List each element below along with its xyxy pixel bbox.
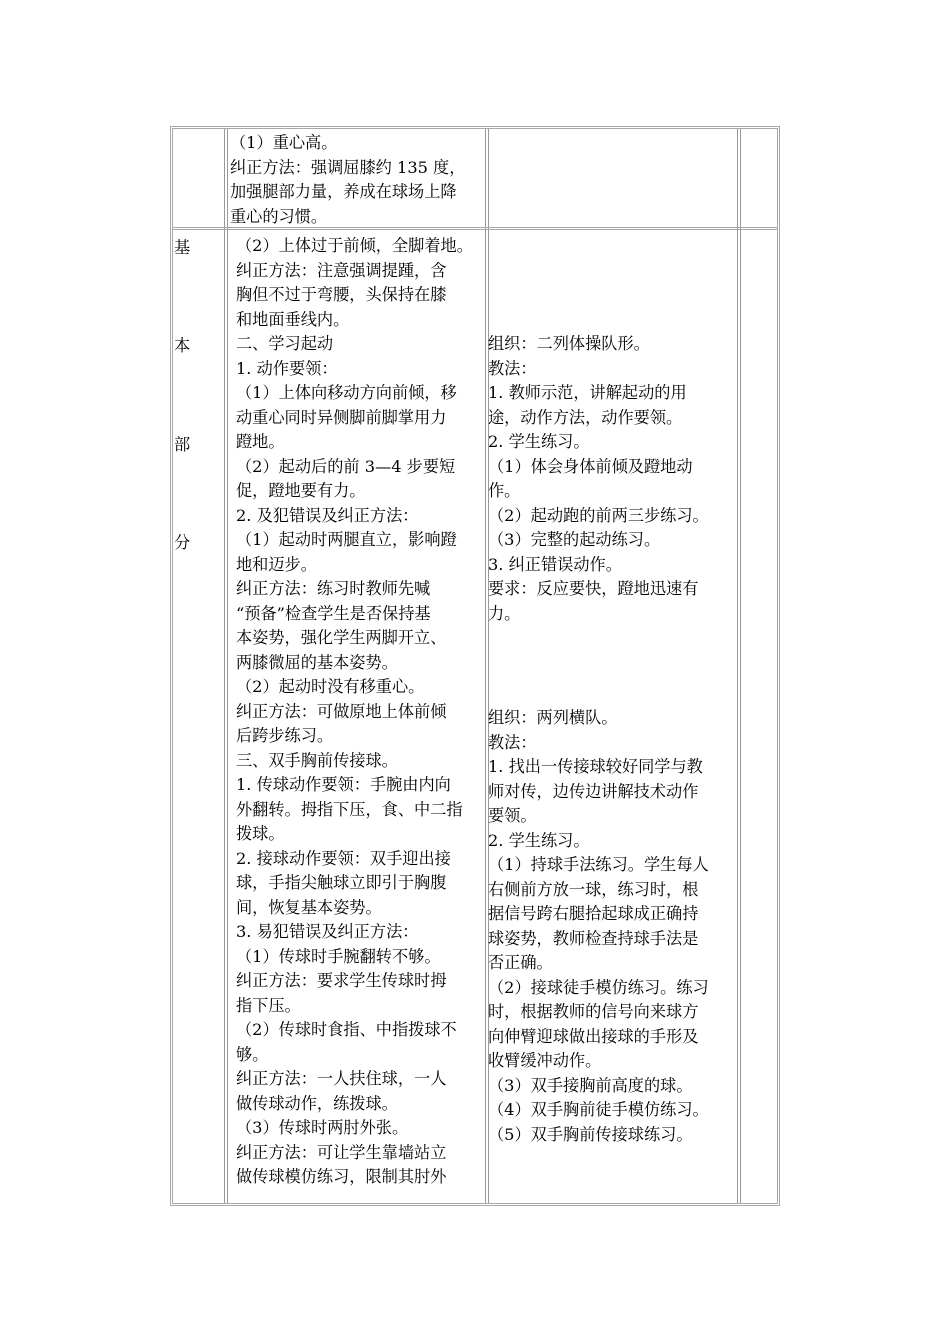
method-line: 据信号跨右腿拾起球成正确持 (488, 904, 699, 923)
content-line: （1）重心高。 (230, 133, 338, 152)
method-line: 要领。 (488, 806, 537, 825)
content-line: 两膝微屈的基本姿势。 (236, 652, 398, 672)
content-line: 纠正方法：可让学生靠墙站立 (236, 1142, 447, 1162)
content-line: 纠正方法：注意强调提踵，含 (236, 260, 447, 280)
content-line: （3）传球时两肘外张。 (236, 1118, 409, 1137)
method-line: （1）体会身体前倾及蹬地动 (488, 456, 693, 476)
content-line: （1）起动时两腿直立，影响蹬 (236, 530, 457, 549)
content-line: 间，恢复基本姿势。 (236, 897, 382, 917)
content-line: 本姿势，强化学生两脚开立、 (236, 628, 447, 647)
section-label-char: 部 (174, 435, 191, 454)
content-line: 纠正方法：强调屈膝约 135 度， (230, 157, 466, 177)
method-line: （2）起动跑的前两三步练习。 (488, 505, 709, 525)
method-block-start (488, 332, 709, 626)
method-line: 否正确。 (488, 953, 553, 972)
content-line: 球，手指尖触球立即引于胸腹 (236, 873, 447, 892)
method-line: （3）完整的起动练习。 (488, 530, 661, 549)
content-line: 促，蹬地要有力。 (236, 481, 366, 500)
content-line: 纠正方法：可做原地上体前倾 (236, 701, 447, 721)
column-divider (740, 129, 741, 1203)
lesson-plan-table (170, 126, 780, 1206)
content-line: 三、双手胸前传接球。 (236, 750, 398, 770)
content-line: 拨球。 (236, 824, 285, 843)
content-line: 2. 及犯错误及纠正方法： (236, 505, 419, 525)
content-line: 加强腿部力量，养成在球场上降 (230, 182, 457, 201)
method-line: 师对传，边传边讲解技术动作 (488, 781, 699, 801)
column-divider (737, 129, 738, 1203)
content-line: 地和迈步。 (236, 554, 317, 574)
column-divider (485, 129, 486, 1203)
row1-content-cell (230, 131, 465, 229)
method-line: 3. 纠正错误动作。 (488, 554, 622, 574)
content-line: 做传球动作，练拨球。 (236, 1093, 398, 1113)
content-line: 1. 动作要领： (236, 358, 338, 378)
method-line: 组织：两列横队。 (488, 708, 618, 727)
content-line: （2）传球时食指、中指拨球不 (236, 1020, 457, 1039)
content-line: 重心的习惯。 (230, 206, 328, 226)
method-line: （5）双手胸前传接球练习。 (488, 1124, 693, 1144)
method-line: 1. 找出一传接球较好同学与教 (488, 757, 703, 776)
content-line: （2）起动时没有移重心。 (236, 677, 425, 696)
method-block-passing (488, 706, 709, 1147)
method-line: 向伸臂迎球做出接球的手形及 (488, 1026, 699, 1046)
method-line: （1）持球手法练习。学生每人 (488, 855, 709, 874)
method-line: 1. 教师示范，讲解起动的用 (488, 383, 687, 402)
content-line: 外翻转。拇指下压，食、中二指 (236, 799, 463, 819)
method-line: 途，动作方法，动作要领。 (488, 407, 683, 427)
method-line: 力。 (488, 603, 521, 623)
method-line: 教法： (488, 358, 537, 378)
content-line: 够。 (236, 1044, 269, 1064)
method-line: 右侧前方放一球，练习时，根 (488, 879, 699, 899)
content-line: 胸但不过于弯腰，头保持在膝 (236, 285, 447, 304)
content-line: 蹬地。 (236, 432, 285, 451)
content-line: 做传球模仿练习，限制其肘外 (236, 1167, 447, 1186)
content-line: 纠正方法：要求学生传球时拇 (236, 971, 447, 990)
method-line: （4）双手胸前徒手模仿练习。 (488, 1100, 709, 1119)
method-line: 时，根据教师的信号向来球方 (488, 1002, 699, 1021)
section-label-char: 本 (174, 336, 191, 355)
method-line: 收臂缓冲动作。 (488, 1051, 602, 1070)
method-line: （3）双手接胸前高度的球。 (488, 1075, 693, 1095)
content-line: （2）起动后的前 3—4 步要短 (236, 456, 456, 476)
content-line: 2. 接球动作要领：双手迎出接 (236, 848, 451, 868)
content-line: 指下压。 (236, 995, 301, 1015)
column-divider (227, 129, 228, 1203)
method-line: 2. 学生练习。 (488, 830, 590, 850)
column-divider (224, 129, 225, 1203)
method-line: 作。 (488, 481, 521, 500)
content-line: 纠正方法：练习时教师先喊 (236, 579, 431, 598)
content-line: 和地面垂线内。 (236, 309, 350, 329)
method-line: 2. 学生练习。 (488, 432, 590, 451)
method-line: （2）接球徒手模仿练习。练习 (488, 977, 709, 997)
content-line: 纠正方法：一人扶住球，一人 (236, 1069, 447, 1088)
method-line: 要求：反应要快，蹬地迅速有 (488, 579, 699, 598)
method-line: 球姿势，教师检查持球手法是 (488, 928, 699, 948)
method-line: 组织：二列体操队形。 (488, 334, 650, 353)
content-line: “预备”检查学生是否保持基 (236, 603, 431, 623)
content-line: （2）上体过于前倾，全脚着地。 (236, 236, 473, 255)
content-line: 二、学习起动 (236, 334, 334, 353)
content-line: 3. 易犯错误及纠正方法： (236, 922, 419, 941)
section-label-char: 基 (174, 238, 191, 257)
content-line: （1）传球时手腕翻转不够。 (236, 946, 441, 966)
content-line: 后跨步练习。 (236, 726, 334, 745)
section-label-char: 分 (174, 533, 191, 552)
content-line: 动重心同时异侧脚前脚掌用力 (236, 407, 447, 427)
content-line: （1）上体向移动方向前倾，移 (236, 383, 457, 402)
content-line: 1. 传球动作要领：手腕由内向 (236, 775, 451, 794)
method-line: 教法： (488, 732, 537, 752)
row2-content-cell (236, 234, 473, 1190)
